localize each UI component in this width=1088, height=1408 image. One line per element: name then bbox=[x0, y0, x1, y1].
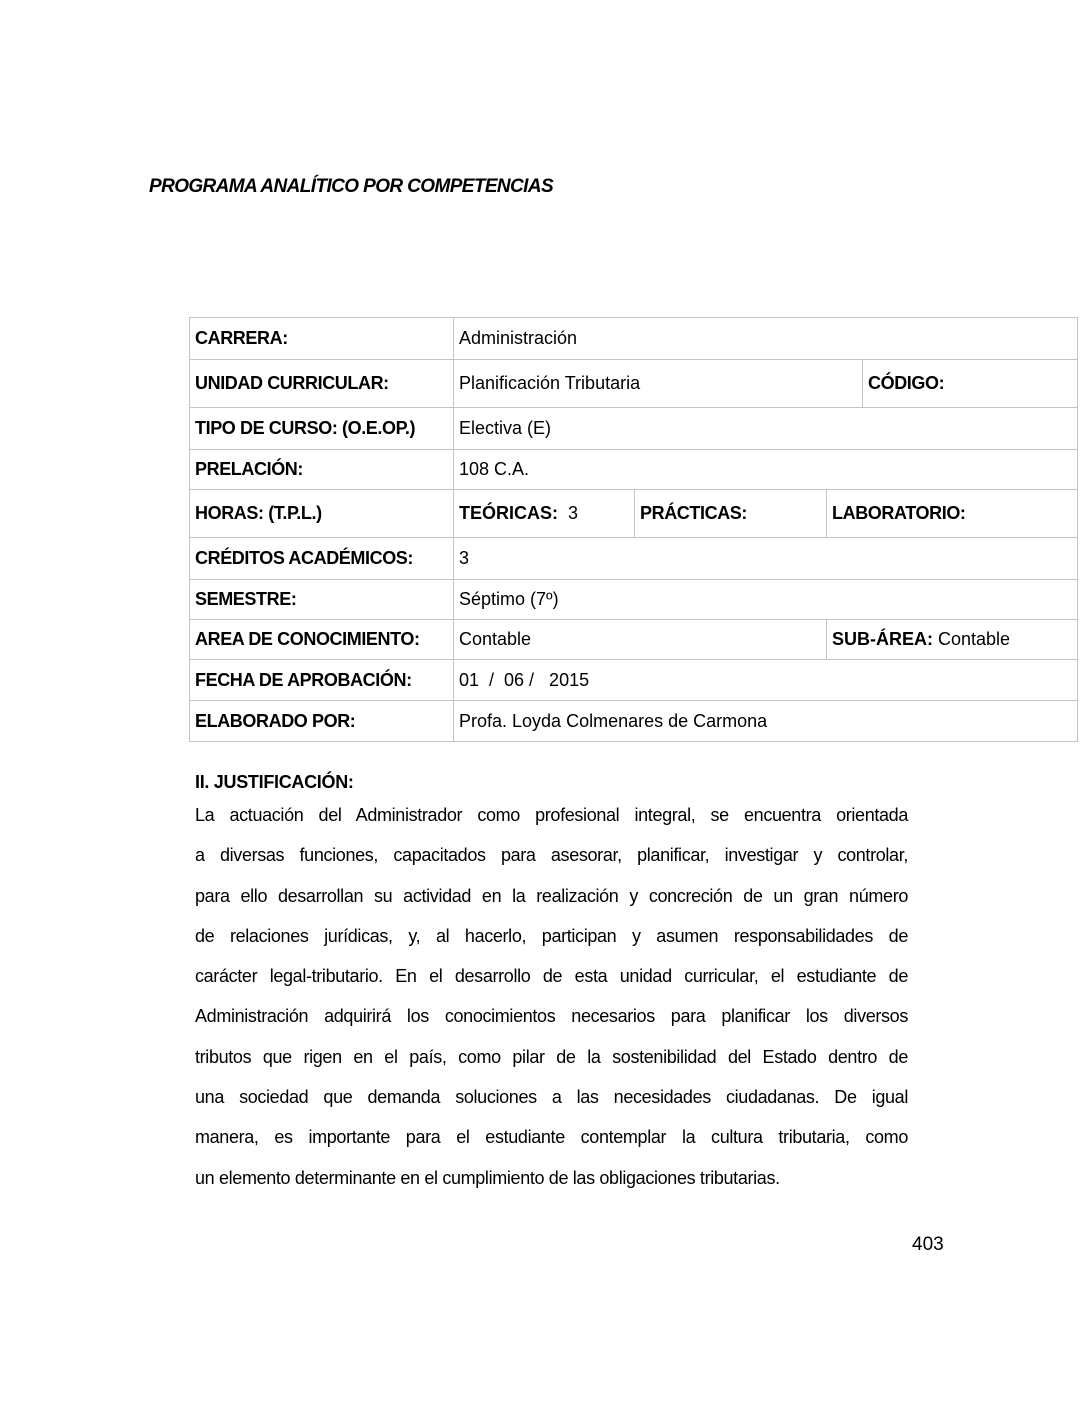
elaborado-value: Profa. Loyda Colmenares de Carmona bbox=[454, 701, 1078, 742]
course-info-table bbox=[189, 317, 1078, 742]
body-line: para ello desarrollan su actividad en la realización y concreción de un gran número bbox=[195, 885, 908, 906]
laboratorio-label: LABORATORIO: bbox=[827, 490, 1078, 538]
horas-label: HORAS: (T.P.L.) bbox=[190, 490, 454, 538]
row-fecha bbox=[190, 660, 1078, 701]
prelacion-label: PRELACIÓN: bbox=[190, 450, 454, 490]
carrera-value: Administración bbox=[454, 318, 1078, 360]
creditos-value: 3 bbox=[454, 538, 1078, 580]
body-line: tributos que rigen en el país, como pilar de la sostenibilidad del Estado dentro de bbox=[195, 1046, 908, 1067]
semestre-value: Séptimo (7º) bbox=[454, 580, 1078, 620]
elaborado-label: ELABORADO POR: bbox=[190, 701, 454, 742]
subarea-value: Contable bbox=[938, 629, 1011, 649]
tipo-curso-label: TIPO DE CURSO: (O.E.OP.) bbox=[190, 408, 454, 450]
justificacion-heading: II. JUSTIFICACIÓN: bbox=[195, 772, 354, 792]
subarea-label: SUB-ÁREA: bbox=[832, 629, 933, 649]
unidad-curricular-value: Planificación Tributaria bbox=[454, 360, 863, 408]
body-line: una sociedad que demanda soluciones a las necesidades ciudadanas. De igual bbox=[195, 1087, 908, 1108]
subarea-cell bbox=[827, 620, 1078, 660]
prelacion-value: 108 C.A. bbox=[454, 450, 1078, 490]
row-carrera bbox=[190, 318, 1078, 360]
teoricas-value: 3 bbox=[568, 503, 579, 523]
carrera-label: CARRERA: bbox=[190, 318, 454, 360]
body-line: de relaciones jurídicas, y, al hacerlo, participan y asumen responsabilidades de bbox=[195, 925, 908, 946]
creditos-label: CRÉDITOS ACADÉMICOS: bbox=[190, 538, 454, 580]
row-horas bbox=[190, 490, 1078, 538]
practicas-label: PRÁCTICAS: bbox=[635, 490, 827, 538]
body-line: manera, es importante para el estudiante contemplar la cultura tributaria, como bbox=[195, 1127, 908, 1148]
row-unidad-curricular bbox=[190, 360, 1078, 408]
row-tipo-curso bbox=[190, 408, 1078, 450]
row-semestre bbox=[190, 580, 1078, 620]
fecha-label: FECHA DE APROBACIÓN: bbox=[190, 660, 454, 701]
teoricas-label: TEÓRICAS: bbox=[459, 503, 558, 523]
body-line: carácter legal-tributario. En el desarrollo de esta unidad curricular, el estudiante de bbox=[195, 966, 908, 987]
row-prelacion bbox=[190, 450, 1078, 490]
area-value: Contable bbox=[454, 620, 827, 660]
document-title: PROGRAMA ANALÍTICO POR COMPETENCIAS bbox=[149, 176, 554, 197]
area-label: AREA DE CONOCIMIENTO: bbox=[190, 620, 454, 660]
row-elaborado bbox=[190, 701, 1078, 742]
body-line: a diversas funciones, capacitados para asesorar, planificar, investigar y controlar, bbox=[195, 845, 908, 866]
body-line: La actuación del Administrador como profesional integral, se encuentra orientada bbox=[195, 805, 908, 825]
unidad-curricular-label: UNIDAD CURRICULAR: bbox=[190, 360, 454, 408]
row-area bbox=[190, 620, 1078, 660]
tipo-curso-value: Electiva (E) bbox=[454, 408, 1078, 450]
page-number: 403 bbox=[912, 1234, 944, 1255]
justificacion-body bbox=[195, 800, 908, 1203]
body-line: Administración adquirirá los conocimientos necesarios para planificar los diversos bbox=[195, 1006, 908, 1027]
fecha-value: 01 / 06 / 2015 bbox=[454, 660, 1078, 701]
row-creditos bbox=[190, 538, 1078, 580]
body-line: un elemento determinante en el cumplimiento de las obligaciones tributarias. bbox=[195, 1167, 780, 1188]
codigo-label: CÓDIGO: bbox=[863, 360, 1078, 408]
teoricas-cell bbox=[454, 490, 635, 538]
semestre-label: SEMESTRE: bbox=[190, 580, 454, 620]
